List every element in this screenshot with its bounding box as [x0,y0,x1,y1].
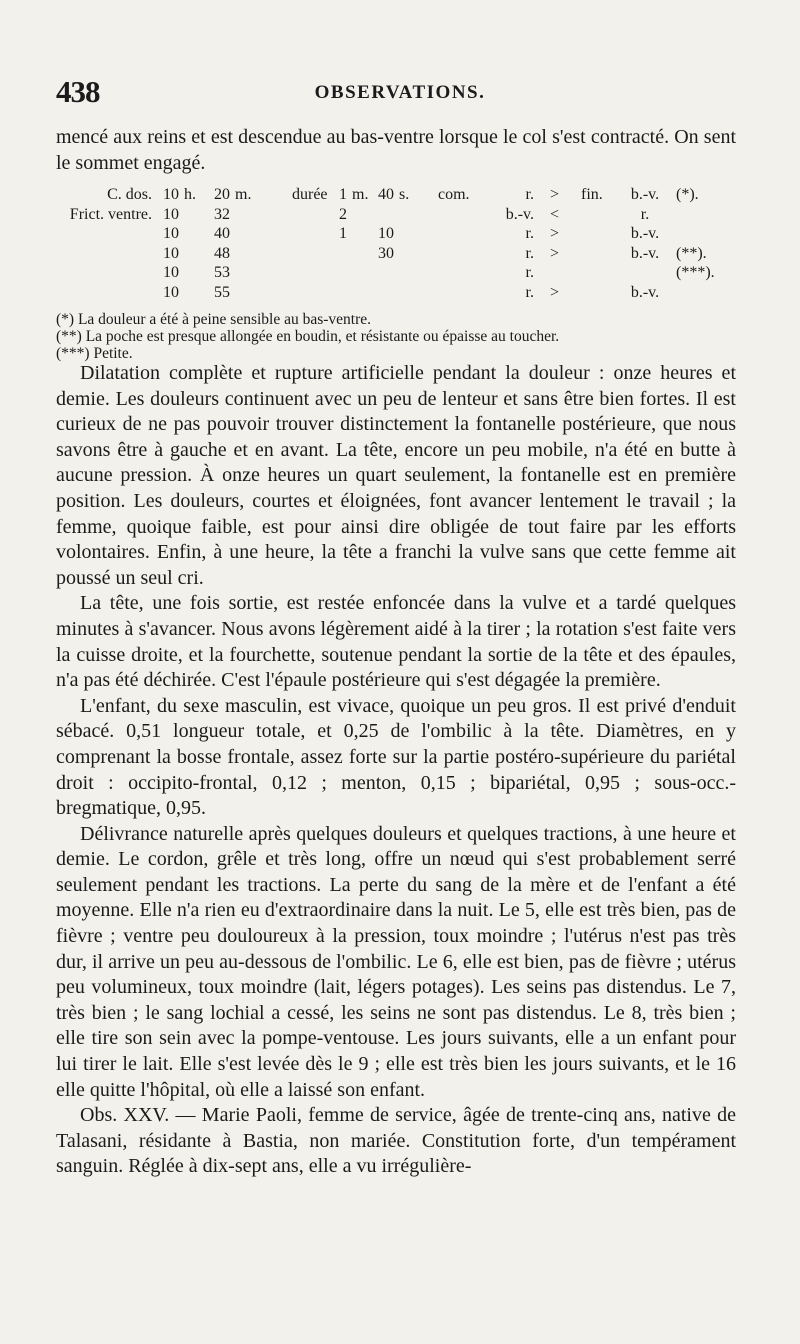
duration-label: durée [292,186,328,203]
table-row [60,263,760,283]
duration-seconds-unit: s. [399,186,410,203]
duration-seconds: 10 [378,225,394,242]
duration-seconds: 30 [378,244,394,262]
table-row [60,205,760,225]
hour-cell: 10 [163,244,179,262]
footnote-3: (***) Petite. [56,344,133,362]
note-ref: (***). [676,264,715,281]
start-position: r. [525,225,534,242]
paragraph-infant: L'enfant, du sexe masculin, est vivace, quoique un peu gros. Il est privé d'enduit sébacé. 0,51 longueur totale, et 0,25 de l'ombilic à la tête. Diamètres, en y comprenant la bosse frontale, assez forte sur la partie postéro-supérieure du pariétal droit : occipito-frontal, 0,12 ; menton, 0,15 ; bipariétal, 0,95 ; sous-occ.-bregmatique, 0,95. [56,694,736,820]
table-row [60,244,760,264]
duration-minutes-unit: m. [352,186,369,203]
note-ref: (**). [676,244,707,262]
minute-cell: 32 [214,205,230,223]
start-position: b.-v. [505,205,534,223]
comparison-sign: > [550,244,560,262]
intro-paragraph [56,125,736,176]
hour-cell: 10 [163,283,179,301]
hour-cell: 10 [163,205,179,223]
hour-cell: 10 [163,186,179,203]
note-ref: (*). [676,186,699,203]
intro-text: mencé aux reins et est descendue au bas-ventre lorsque le col s'est contracté. On sent le sommet engagé. [56,126,736,174]
table-row [60,283,760,303]
table-row [60,224,760,244]
duration-minutes: 1 [339,186,347,203]
paragraph-head-exit: La tête, une fois sortie, est restée enfoncée dans la vulve et a tardé quelques minutes à s'avancer. Nous avons légèrement aidé à la tirer ; la rotation s'est faite vers la cuisse droite, et la fourchette, soutenue pendant la sortie de la tête et des épaules, n'a pas été déchirée. C'est l'épaule postérieure qui s'est dégagée la première. [56,592,736,692]
running-header: OBSERVATIONS. [314,82,486,103]
minute-cell: 48 [214,244,230,262]
minute-cell: 53 [214,264,230,281]
start-position: r. [525,186,534,203]
hour-cell: 10 [163,264,179,281]
end-marker: fin. [581,186,603,203]
comparison-sign: > [550,186,560,203]
comparison-sign: < [550,205,560,223]
end-position: r. [640,205,650,223]
comparison-sign: > [550,283,560,301]
row-label: C. dos. [107,186,152,203]
labor-pains-table [60,185,760,302]
start-position: r. [525,244,534,262]
duration-seconds-group [378,185,409,205]
duration-minutes: 1 [339,225,347,242]
duration-minutes: 2 [339,205,347,223]
paragraph-delivery: Délivrance naturelle après quelques douleurs et quelques tractions, à une heure et demie. Le cordon, grêle et très long, offre un nœud qui s'est probablement serré seulement pendant les tractions. La perte du sang de la mère et de l'enfant a été moyenne. Elle n'a rien eu d'extraordinaire dans la nuit. Le 5, elle est très bien, pas de fièvre ; ventre peu douloureux à la pression, toux moindre ; l'utérus n'est pas très dur, il arrive un peu au-dessous de l'ombilic. Le 6, elle est bien, pas de fièvre ; utérus peu volumineux, toux moindre (lait, légers potages). Les seins pas distendus. Le 7, très bien ; le sang lochial a cessé, les seins ne sont pas distendus. Le 8, très bien ; elle tire son sein avec la pompe-ventouse. Les jours suivants, elle a un enfant pour lui tirer le lait. Elle s'est levée dès le 9 ; elle est très bien les jours suivants, et le 16 elle quitte l'hôpital, où elle a laissé son enfant. [56,822,736,1101]
minute-cell-group [214,185,251,205]
minute-cell: 40 [214,225,230,242]
paragraph-dilatation: Dilatation complète et rupture artificielle pendant la douleur : onze heures et demie. Les douleurs continuent avec un peu de lenteur et sans être bien fortes. Il est curieux de ne pas pouvoir trouver distinctement la fontanelle postérieure, que nous savons être à gauche et en avant. La tête, encore un peu mobile, n'a été en butte à aucune pression. À onze heures un quart seulement, la fontanelle est en première position. Les douleurs, courtes et éloignées, font avancer lentement le travail ; la femme, quoique faible, est pour ainsi dire obligée de tout faire par les efforts volontaires. Enfin, à une heure, la tête a franchi la vulve sans que cette femme ait poussé un seul cri. [56,362,736,589]
start-position: r. [525,264,534,281]
end-position: b.-v. [630,244,660,262]
minute-cell: 55 [214,283,230,301]
end-position: b.-v. [630,283,660,301]
hour-cell-group [163,185,196,205]
row-label: Frict. ventre. [69,205,152,223]
footnote-1: (*) La douleur a été à peine sensible au bas-ventre. [56,311,372,328]
footnote-2: (**) La poche est presque allongée en boudin, et résistante ou épaisse au toucher. [56,327,560,345]
duration-minutes-group [339,185,368,205]
table-row [60,185,760,205]
minute-cell: 20 [214,186,230,203]
start-position: r. [525,283,534,301]
end-position: b.-v. [630,225,660,242]
body-text [56,361,736,1180]
duration-seconds: 40 [378,186,394,203]
comparison-sign: > [550,225,560,242]
footnotes [56,312,756,362]
start-marker: com. [438,186,470,203]
hour-cell: 10 [163,225,179,242]
paragraph-observation-xxv: Obs. XXV. — Marie Paoli, femme de service, âgée de trente-cinq ans, native de Talasani, résidante à Bastia, non mariée. Constitution forte, d'un tempérament sanguin. Réglée à dix-sept ans, elle a vu irrégulière- [56,1104,736,1178]
end-position: b.-v. [630,186,660,203]
hour-cell-unit: h. [184,186,196,203]
minute-cell-unit: m. [235,186,252,203]
page-number: 438 [56,74,100,109]
